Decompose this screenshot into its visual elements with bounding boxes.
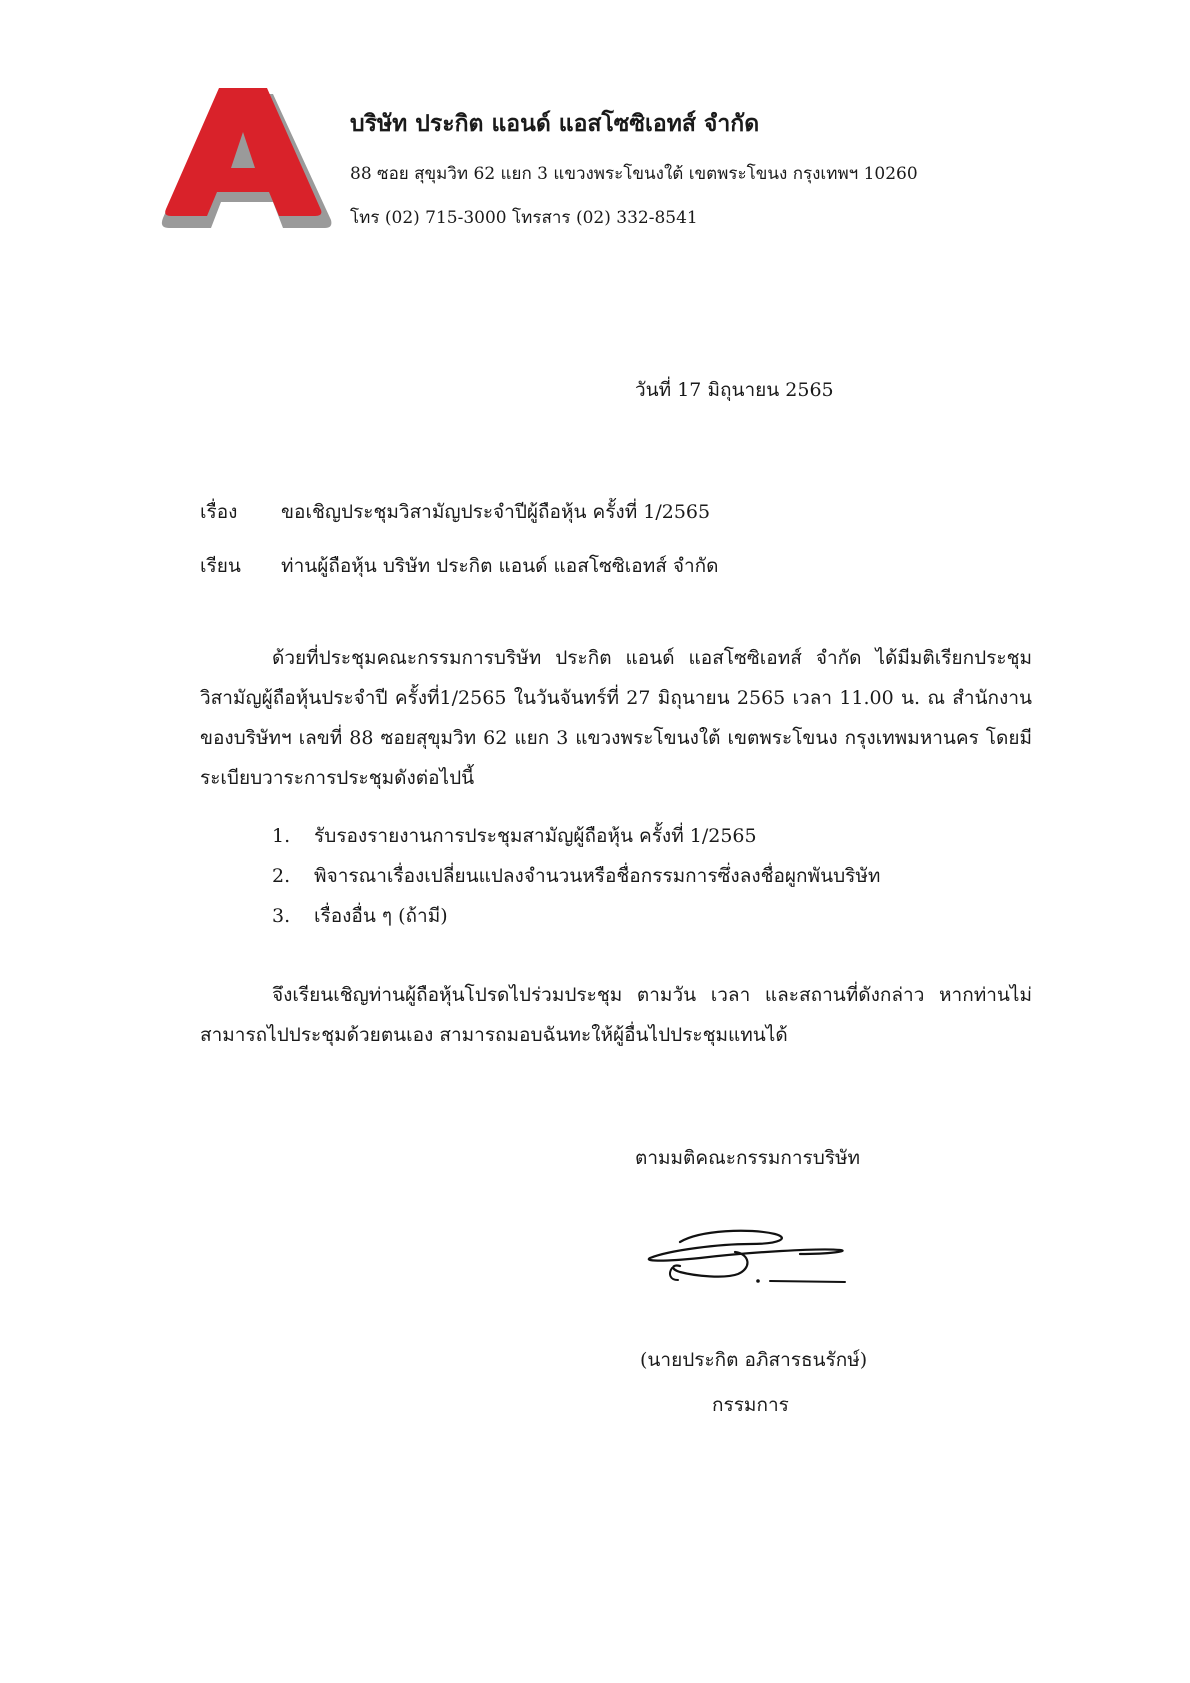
recipient-text: ท่านผู้ถือหุ้น บริษัท ประกิต แอนด์ แอสโซซิเอทส์ จำกัด [281, 555, 719, 577]
subject-row [200, 497, 710, 527]
letter-date: วันที่ 17 มิถุนายน 2565 [635, 379, 834, 401]
signer-name: (นายประกิต อภิสารธนรักษ์) [640, 1349, 868, 1371]
agenda-list [272, 816, 880, 936]
signer-title: กรรมการ [712, 1394, 789, 1416]
company-phone: โทร (02) 715-3000 โทรสาร (02) 332-8541 [350, 208, 698, 228]
agenda-item [272, 856, 880, 896]
company-address: 88 ซอย สุขุมวิท 62 แยก 3 แขวงพระโขนงใต้ เขตพระโขนง กรุงเทพฯ 10260 [350, 164, 918, 184]
agenda-text: เรื่องอื่น ๆ (ถ้ามี) [314, 905, 448, 927]
body-paragraph-1: ด้วยที่ประชุมคณะกรรมการบริษัท ประกิต แอนด์ แอสโซซิเอทส์ จำกัด ได้มีมติเรียกประชุมวิสามัญผู้ถือหุ้นประจำปี ครั้งที่1/2565 ในวันจันทร์ที่ 27 มิถุนายน 2565 เวลา 11.00 น. ณ สำนักงานของบริษัทฯ เลขที่ 88 ซอยสุขุมวิท 62 แยก 3 แขวงพระโขนงใต้ เขตพระโขนง กรุงเทพมหานคร โดยมีระเบียบวาระการประชุมดังต่อไปนี้ [200, 647, 1032, 789]
signature-icon [640, 1210, 880, 1300]
body-paragraph-2: จึงเรียนเชิญท่านผู้ถือหุ้นโปรดไปร่วมประชุม ตามวัน เวลา และสถานที่ดังกล่าว หากท่านไม่สามารถไปประชุมด้วยตนเอง สามารถมอบฉันทะให้ผู้อื่นไปประชุมแทนได้ [200, 984, 1032, 1046]
company-logo-icon [155, 88, 335, 233]
agenda-number: 2. [272, 865, 291, 887]
recipient-label: เรียน [200, 555, 241, 577]
agenda-text: พิจารณาเรื่องเปลี่ยนแปลงจำนวนหรือชื่อกรรมการซึ่งลงชื่อผูกพันบริษัท [314, 865, 881, 887]
agenda-number: 3. [272, 905, 291, 927]
subject-text: ขอเชิญประชุมวิสามัญประจำปีผู้ถือหุ้น ครั้งที่ 1/2565 [281, 501, 711, 523]
recipient-row [200, 551, 719, 581]
agenda-item [272, 816, 880, 856]
agenda-number: 1. [272, 825, 291, 847]
subject-label: เรื่อง [200, 501, 238, 523]
company-name: บริษัท ประกิต แอนด์ แอสโซซิเอทส์ จำกัด [350, 110, 760, 137]
agenda-item [272, 896, 880, 936]
closing-line: ตามมติคณะกรรมการบริษัท [635, 1147, 861, 1169]
agenda-text: รับรองรายงานการประชุมสามัญผู้ถือหุ้น ครั้งที่ 1/2565 [314, 825, 757, 847]
